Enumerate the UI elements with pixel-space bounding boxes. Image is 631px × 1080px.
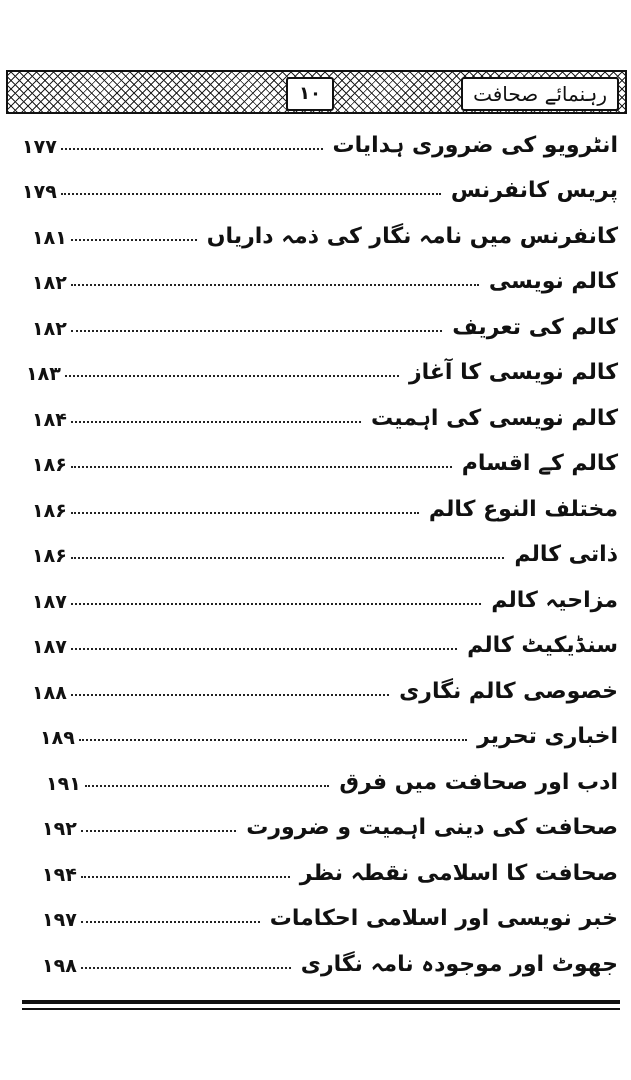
toc-leader-dots (71, 603, 481, 605)
toc-entry-page: ۱۸۶ (32, 454, 67, 476)
toc-row (18, 755, 618, 801)
toc-row (18, 664, 618, 710)
toc-entry-page: ۱۷۹ (22, 181, 57, 203)
running-header (6, 70, 627, 114)
toc-leader-dots (71, 557, 504, 559)
toc-entry-title: جھوٹ اور موجودہ نامہ نگاری (300, 951, 618, 977)
toc-entry-title: ادب اور صحافت میں فرق (339, 769, 618, 795)
toc-leader-dots (65, 375, 399, 377)
toc-entry-page: ۱۹۴ (42, 863, 77, 886)
toc-entry-page: ۱۹۲ (42, 818, 77, 840)
toc-entry-title: کانفرنس میں نامہ نگار کی ذمہ داریاں (206, 223, 618, 249)
toc-entry-page: ۱۸۱ (32, 226, 67, 249)
toc-leader-dots (71, 694, 389, 696)
toc-entry-page: ۱۸۶ (32, 499, 67, 522)
toc-leader-dots (71, 239, 197, 241)
toc-leader-dots (71, 421, 361, 423)
toc-leader-dots (61, 193, 441, 195)
toc-entry-title: مختلف النوع کالم (428, 496, 618, 522)
toc-row (18, 209, 618, 255)
toc-entry-title: کالم نویسی کا آغاز (408, 360, 618, 385)
toc-row (18, 164, 618, 210)
toc-entry-title: کالم نویسی (488, 269, 618, 294)
toc-entry-page: ۱۸۲ (32, 272, 67, 294)
toc-entry-title: صحافت کا اسلامی نقطہ نظر (299, 860, 618, 886)
footer-rule (22, 1008, 620, 1010)
toc-entry-page: ۱۸۶ (32, 545, 67, 567)
toc-row (18, 846, 618, 892)
toc-entry-title: مزاحیہ کالم (491, 587, 618, 613)
toc-entry-page: ۱۸۴ (32, 408, 67, 431)
toc-row (18, 528, 618, 574)
toc-entry-page: ۱۹۷ (42, 909, 77, 931)
toc-row (18, 937, 618, 983)
toc-row (18, 710, 618, 756)
footer-rule (22, 1000, 620, 1004)
toc-entry-title: انٹرویو کی ضروری ہدایات (332, 132, 618, 158)
toc-entry-title: سنڈیکیٹ کالم (467, 633, 618, 658)
toc-leader-dots (81, 876, 290, 878)
book-title: رہنمائے صحافت (461, 77, 619, 111)
toc-entry-page: ۱۸۷ (32, 590, 67, 613)
toc-entry-page: ۱۸۹ (40, 727, 75, 749)
toc-entry-title: خصوصی کالم نگاری (399, 678, 618, 704)
toc-entry-page: ۱۸۸ (32, 681, 67, 704)
toc-entry-page: ۱۸۲ (32, 317, 67, 340)
toc-entry-page: ۱۷۷ (22, 135, 57, 158)
toc-leader-dots (79, 739, 467, 741)
toc-leader-dots (71, 466, 452, 468)
toc-entry-page: ۱۸۷ (32, 636, 67, 658)
toc-row (18, 255, 618, 301)
table-of-contents (18, 118, 618, 983)
toc-entry-page: ۱۹۱ (46, 772, 81, 795)
toc-leader-dots (71, 330, 442, 332)
toc-entry-title: کالم کی تعریف (452, 314, 618, 340)
toc-leader-dots (61, 148, 323, 150)
toc-leader-dots (71, 512, 419, 514)
toc-row (18, 573, 618, 619)
toc-entry-page: ۱۹۸ (42, 954, 77, 977)
toc-row (18, 391, 618, 437)
toc-row (18, 482, 618, 528)
toc-row (18, 437, 618, 483)
toc-entry-title: خبر نویسی اور اسلامی احکامات (269, 906, 618, 931)
toc-row (18, 892, 618, 938)
toc-leader-dots (71, 284, 479, 286)
toc-entry-page: ۱۸۳ (26, 363, 61, 385)
toc-leader-dots (71, 648, 457, 650)
toc-row (18, 118, 618, 164)
toc-entry-title: ذاتی کالم (514, 542, 618, 567)
toc-row (18, 801, 618, 847)
toc-leader-dots (81, 967, 291, 969)
toc-leader-dots (81, 830, 236, 832)
toc-leader-dots (85, 785, 329, 787)
toc-row (18, 619, 618, 665)
toc-entry-title: کالم کے اقسام (461, 451, 618, 476)
toc-entry-title: صحافت کی دینی اہمیت و ضرورت (246, 815, 618, 840)
toc-row (18, 300, 618, 346)
toc-leader-dots (81, 921, 260, 923)
page-number: ۱۰ (286, 77, 334, 111)
toc-entry-title: اخباری تحریر (477, 724, 618, 749)
toc-row (18, 346, 618, 392)
toc-entry-title: کالم نویسی کی اہمیت (370, 405, 618, 431)
toc-entry-title: پریس کانفرنس (450, 178, 618, 203)
